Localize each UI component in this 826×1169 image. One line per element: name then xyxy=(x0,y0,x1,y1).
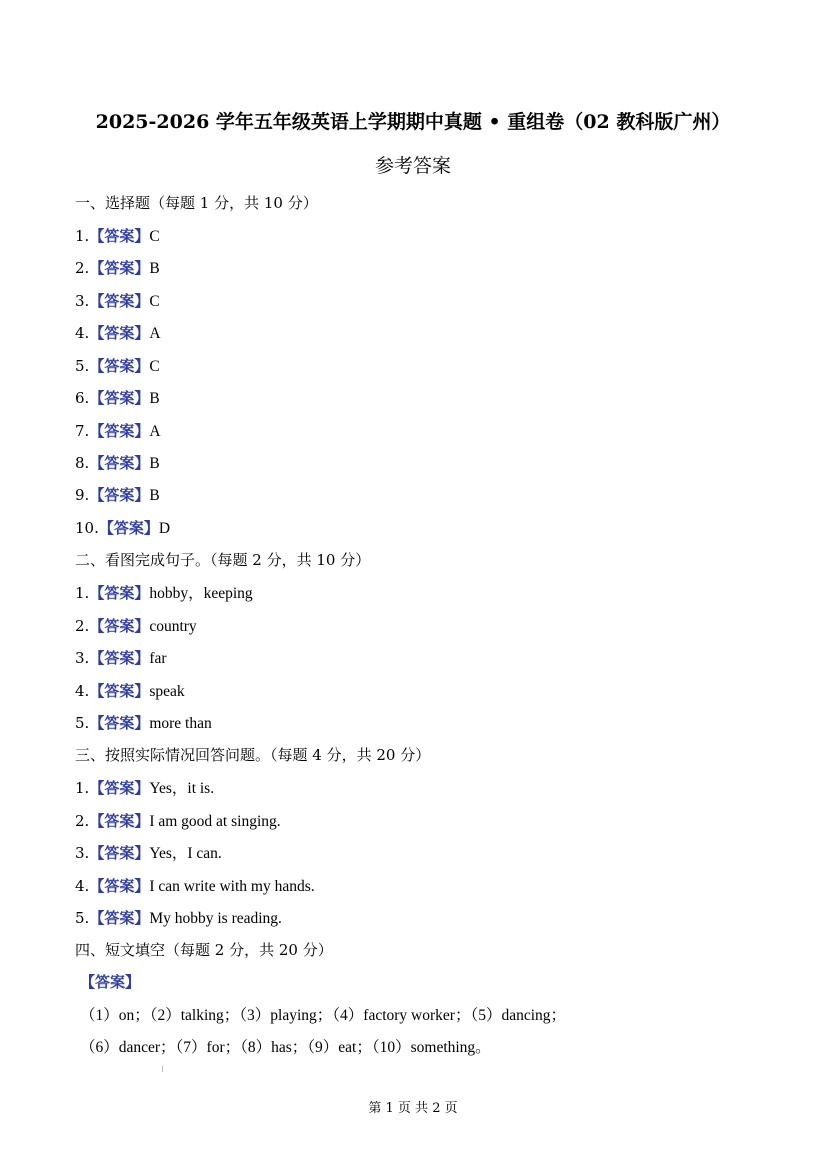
section-2-heading: 二、看图完成句子。（每题 2 分，共 10 分） xyxy=(75,551,371,569)
answer-item: 2.【答案】I am good at singing. xyxy=(75,812,281,830)
answer-item: 8.【答案】B xyxy=(75,454,160,472)
answer-item: 2.【答案】country xyxy=(75,617,197,635)
answer-item: 3.【答案】C xyxy=(75,292,160,310)
answer-item: 1.【答案】C xyxy=(75,227,160,245)
section-4-answer-label: 【答案】 xyxy=(80,973,141,991)
answer-item: 7.【答案】A xyxy=(75,422,161,440)
answer-item: 5.【答案】C xyxy=(75,357,160,375)
answer-item: 1.【答案】hobby，keeping xyxy=(75,584,253,602)
answer-item: 9.【答案】B xyxy=(75,486,160,504)
document-title: 2025-2026 学年五年级英语上学期期中真题 • 重组卷（02 教科版广州） xyxy=(95,111,731,133)
answer-item: 5.【答案】more than xyxy=(75,714,212,732)
answer-item: 4.【答案】speak xyxy=(75,682,185,700)
answer-item: 1.【答案】Yes，it is. xyxy=(75,779,215,797)
scan-mark xyxy=(162,1066,163,1072)
section-4-heading: 四、短文填空（每题 2 分，共 20 分） xyxy=(75,941,333,959)
answer-item: 3.【答案】far xyxy=(75,649,167,667)
document-subtitle: 参考答案 xyxy=(374,155,451,177)
answer-item: 4.【答案】I can write with my hands. xyxy=(75,877,315,895)
page-footer: 第 1 页 共 2 页 xyxy=(368,1101,458,1116)
answer-item: 5.【答案】My hobby is reading. xyxy=(75,909,282,927)
answer-item: 2.【答案】B xyxy=(75,259,160,277)
answer-item: 10.【答案】D xyxy=(75,519,171,537)
answer-item: 4.【答案】A xyxy=(75,324,161,342)
answer-item: 3.【答案】Yes，I can. xyxy=(75,844,222,862)
section-3-heading: 三、按照实际情况回答问题。（每题 4 分，共 20 分） xyxy=(75,746,431,764)
section-1-heading: 一、选择题（每题 1 分，共 10 分） xyxy=(75,194,318,212)
answer-item: 6.【答案】B xyxy=(75,389,160,407)
fill-blank-row-2: （6）dancer；（7）for；（8）has；（9）eat；（10）something。 xyxy=(80,1039,491,1056)
fill-blank-row-1: （1）on；（2）talking；（3）playing；（4）factory worker；（5）dancing； xyxy=(80,1007,567,1024)
